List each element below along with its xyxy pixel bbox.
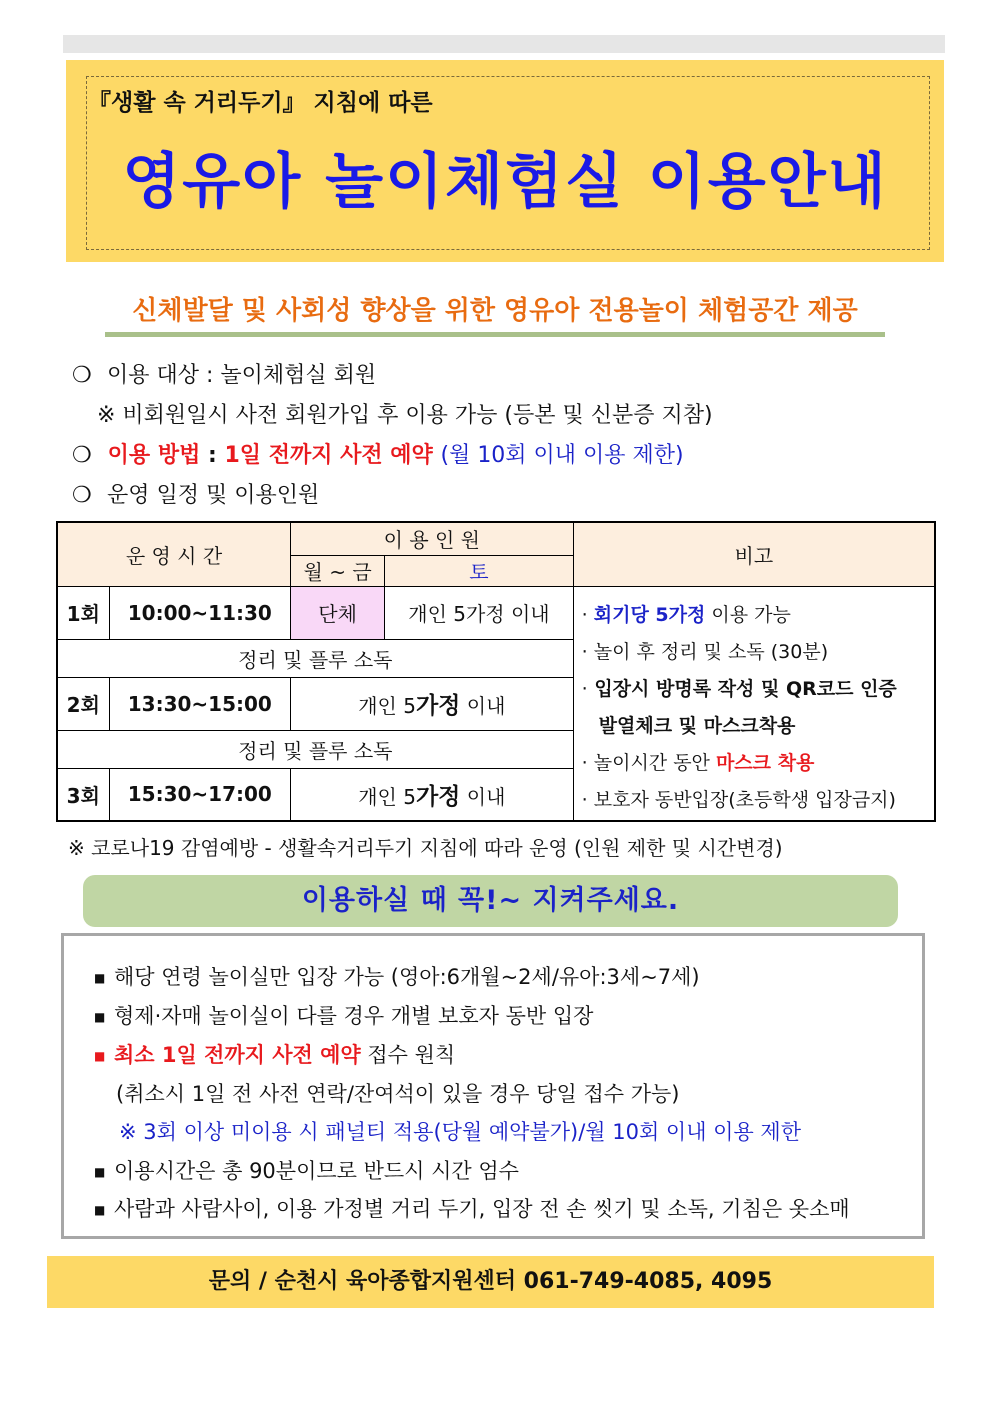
- info-method-colon: :: [208, 443, 217, 468]
- info-target-note: ※ 비회원일시 사전 회원가입 후 이용 가능 (등본 및 신분증 지참): [97, 403, 713, 428]
- note-item: · 보호자 동반입장(초등학생 입장금지): [581, 788, 896, 811]
- info-method-limit: (월 10회 이내 이용 제한): [440, 443, 684, 468]
- header-saturday: 토: [385, 555, 573, 586]
- square-bullet-icon: ■: [94, 1203, 106, 1217]
- contact-footer: 문의 / 순천시 육아종합지원센터 061-749-4085, 4095: [47, 1256, 934, 1308]
- pre-title: 『생활 속 거리두기』 지침에 따른: [88, 90, 433, 116]
- slogan-underline: [105, 332, 885, 337]
- session-time: 13:30~15:00: [109, 677, 290, 730]
- session-saturday: 개인 5가정 이내: [385, 586, 573, 639]
- circle-bullet-icon: ❍: [72, 363, 92, 388]
- circle-bullet-icon: ❍: [72, 443, 92, 468]
- note-item: 발열체크 및 마스크착용: [598, 714, 796, 737]
- cleaning-row: 정리 및 플루 소독: [57, 730, 573, 768]
- rule-item: ■ 해당 연령 놀이실만 입장 가능 (영아:6개월~2세/유아:3세~7세): [94, 965, 700, 989]
- session-time: 10:00~11:30: [109, 586, 290, 639]
- square-bullet-icon: ■: [94, 1165, 106, 1179]
- header-time: 운 영 시 간: [57, 522, 291, 586]
- info-target: [72, 358, 376, 389]
- header-note: 비고: [573, 522, 935, 586]
- square-bullet-icon: ■: [94, 971, 106, 985]
- session-no: 3회: [57, 768, 109, 821]
- info-method: [72, 438, 684, 469]
- session-weekday: 단체: [291, 586, 385, 639]
- square-bullet-icon: ■: [94, 1010, 106, 1024]
- note-item: · 놀이 후 정리 및 소독 (30분): [581, 640, 829, 663]
- rule-item: ■ 사람과 사람사이, 이용 가정별 거리 두기, 입장 전 손 씻기 및 소독, 기침은 옷소매: [94, 1197, 850, 1221]
- session-capacity: 개인 5가정 이내: [291, 768, 574, 821]
- notes-cell: [573, 586, 935, 821]
- schedule-table: [56, 521, 936, 822]
- note-item: · 회기당 5가정 이용 가능: [581, 603, 791, 626]
- info-method-value: 1일 전까지 사전 예약: [224, 443, 433, 468]
- rules-box: [61, 933, 925, 1239]
- circle-bullet-icon: ❍: [72, 483, 92, 508]
- header-weekday: 월 ~ 금: [291, 555, 385, 586]
- info-schedule: [72, 478, 319, 509]
- session-no: 1회: [57, 586, 109, 639]
- info-target-label: 이용 대상 : 놀이체험실 회원: [107, 363, 377, 388]
- note-item: · 입장시 방명록 작성 및 QR코드 인증: [581, 677, 897, 700]
- top-divider-bar: [63, 35, 945, 53]
- square-bullet-icon: ■: [94, 1049, 106, 1063]
- rule-penalty-note: ※ 3회 이상 미이용 시 패널티 적용(당월 예약불가)/월 10회 이내 이용 제한: [119, 1120, 802, 1144]
- info-schedule-label: 운영 일정 및 이용인원: [107, 483, 320, 508]
- rule-item: ■ 형제·자매 놀이실이 다를 경우 개별 보호자 동반 입장: [94, 1004, 594, 1028]
- rule-item: ■ 최소 1일 전까지 사전 예약 접수 원칙: [94, 1043, 456, 1067]
- slogan: 신체발달 및 사회성 향상을 위한 영유아 전용놀이 체험공간 제공: [132, 296, 858, 326]
- session-time: 15:30~17:00: [109, 768, 290, 821]
- info-method-label: 이용 방법: [107, 443, 201, 468]
- cleaning-row: 정리 및 플루 소독: [57, 639, 573, 677]
- covid-note: ※ 코로나19 감염예방 - 생활속거리두기 지침에 따라 운영 (인원 제한 및 시간변경): [68, 836, 783, 860]
- session-capacity: 개인 5가정 이내: [291, 677, 574, 730]
- note-item: · 놀이시간 동안 마스크 착용: [581, 751, 815, 774]
- session-no: 2회: [57, 677, 109, 730]
- title-banner: [66, 60, 944, 262]
- rules-title: 이용하실 때 꼭!~ 지켜주세요.: [301, 885, 680, 916]
- rule-subnote: (취소시 1일 전 사전 연락/잔여석이 있을 경우 당일 접수 가능): [116, 1082, 680, 1106]
- table-row: [57, 586, 935, 639]
- page-title: 영유아 놀이체험실 이용안내: [122, 147, 888, 217]
- header-people: 이 용 인 원: [291, 522, 574, 555]
- rule-item: ■ 이용시간은 총 90분이므로 반드시 시간 엄수: [94, 1159, 519, 1183]
